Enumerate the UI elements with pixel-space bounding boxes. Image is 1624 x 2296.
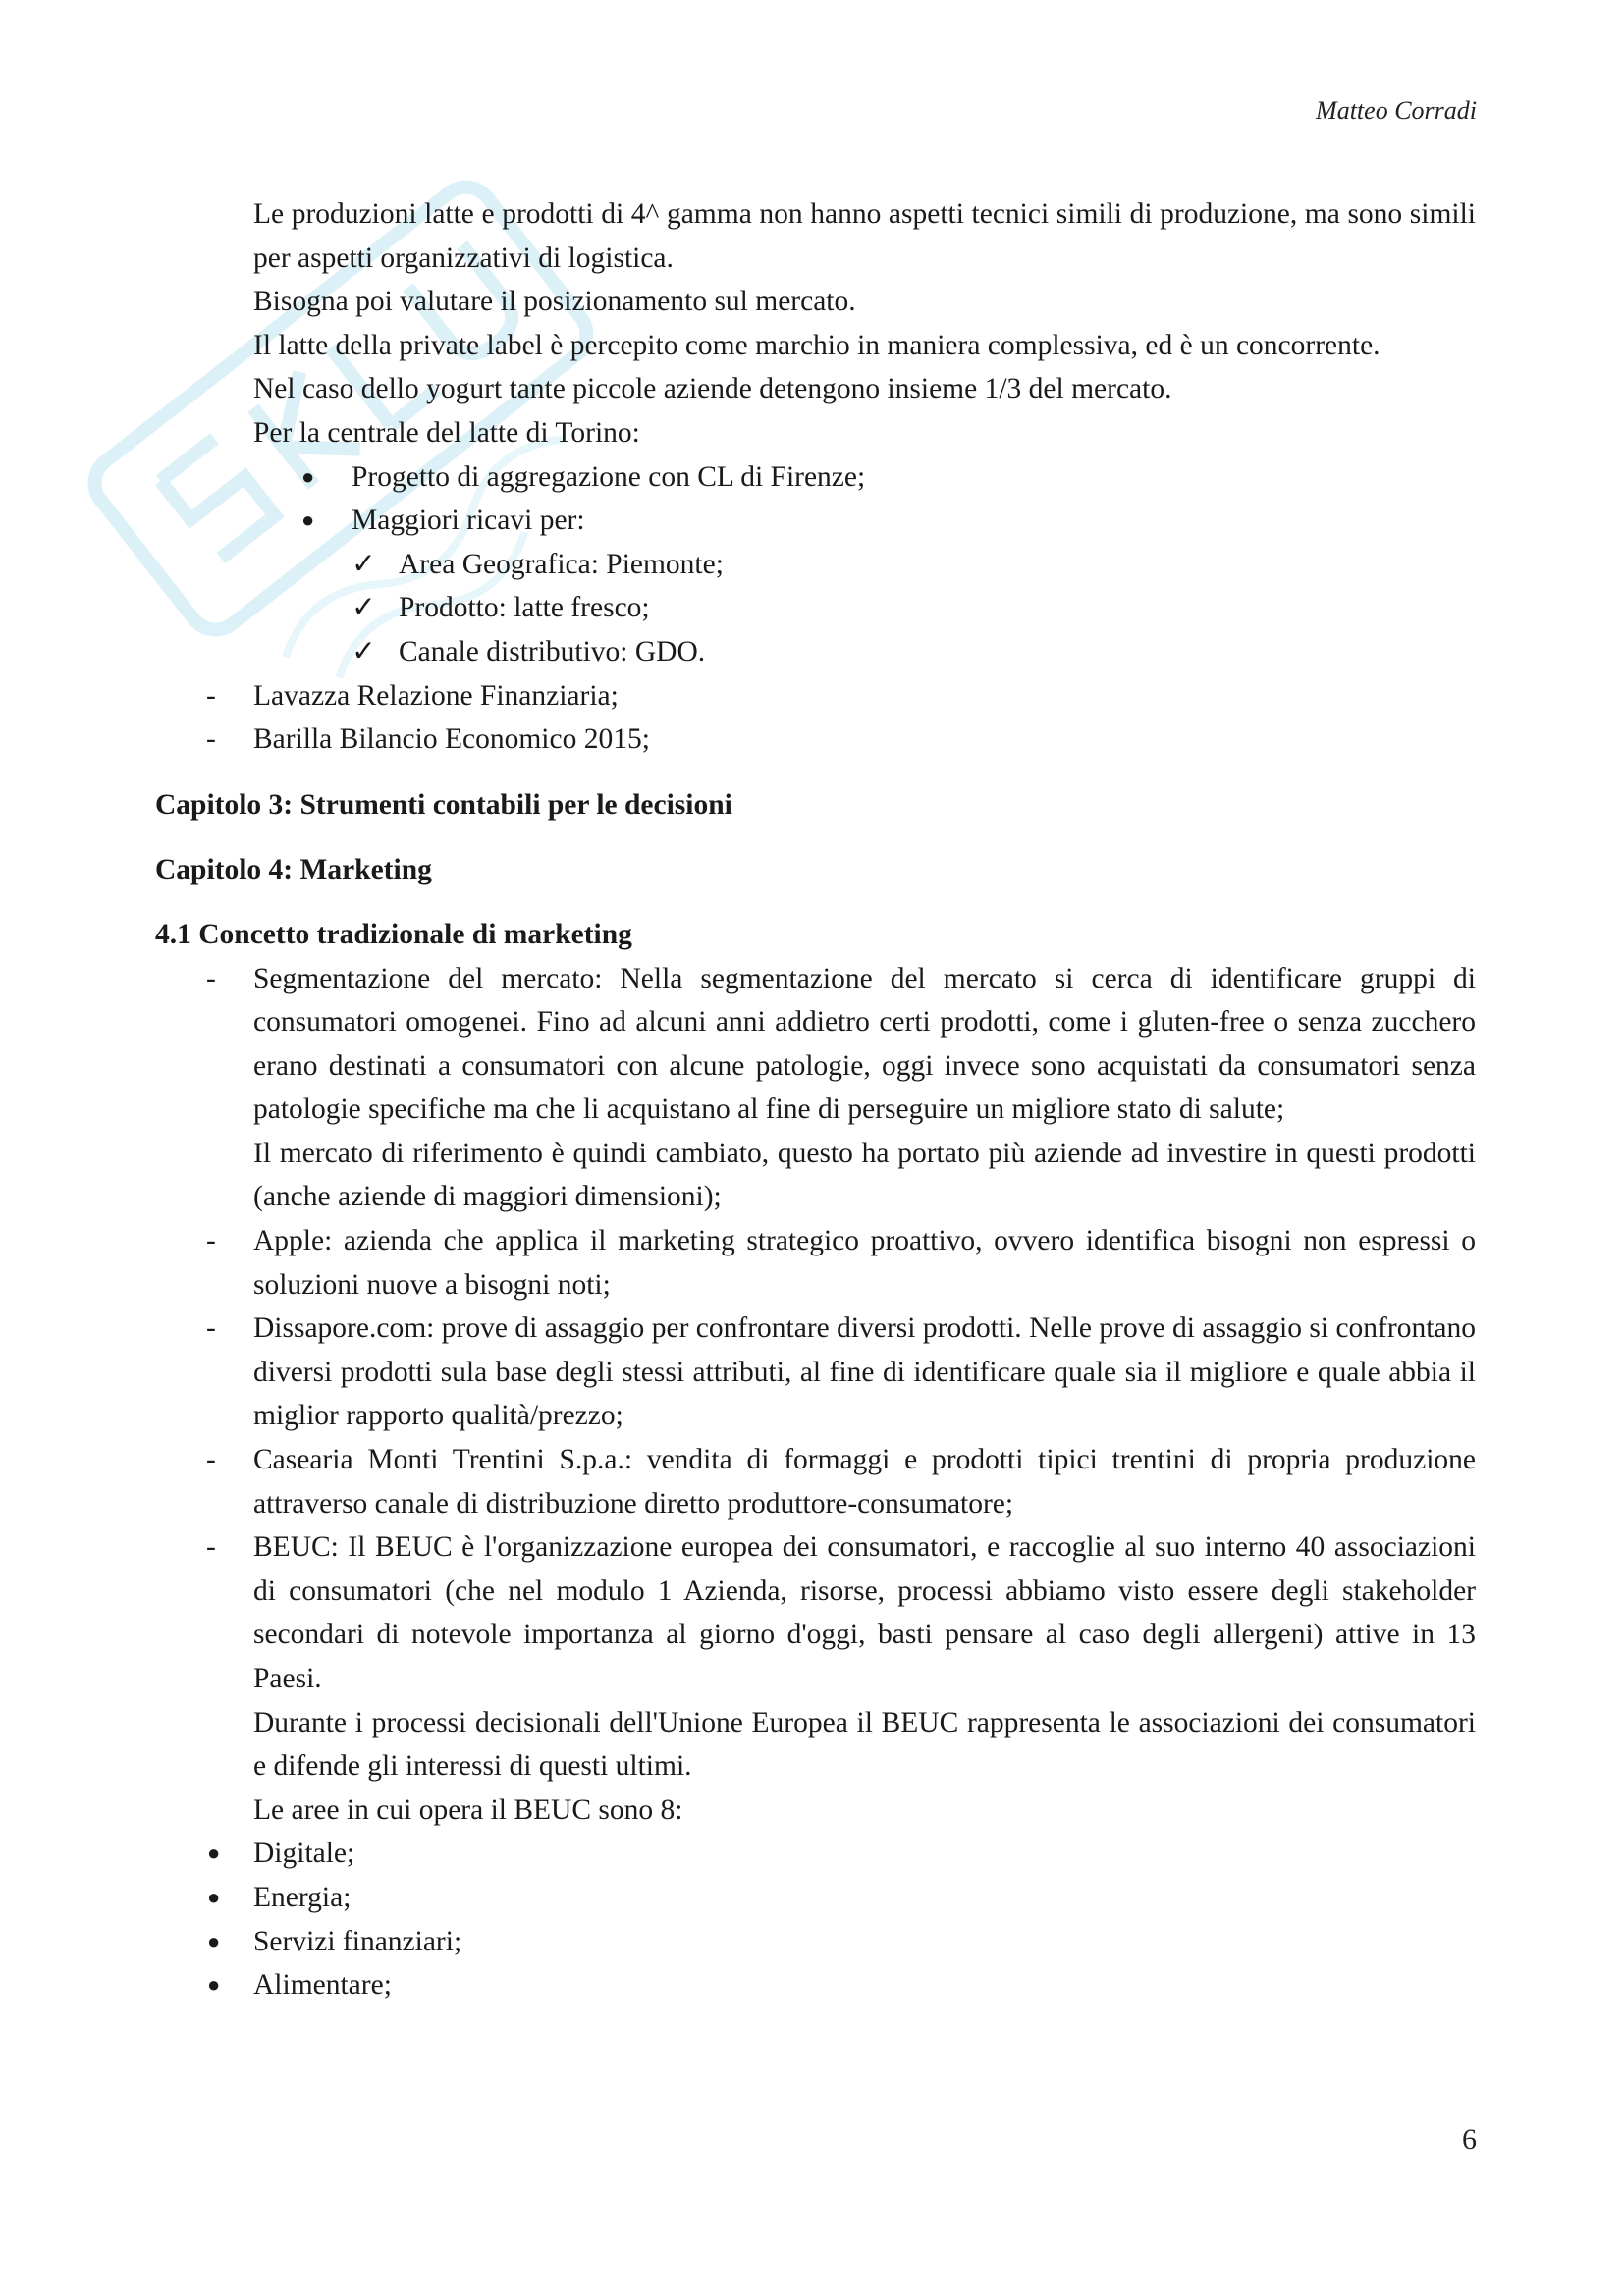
checkmark-icon: ✓ (352, 635, 376, 667)
list-item (155, 455, 1476, 500)
list-item-text: Digitale; (253, 1838, 355, 1870)
beuc-areas-list (155, 1832, 1476, 2006)
list-item (155, 1438, 1476, 1525)
list-item (155, 674, 1476, 719)
list-item (155, 1876, 1476, 1920)
list-item (155, 543, 1476, 587)
list-item-text: Area Geografica: Piemonte; (399, 548, 724, 580)
list-item (155, 1920, 1476, 1964)
list-item (155, 718, 1476, 762)
dash-marker: - (206, 723, 216, 756)
chapter-3-heading: Capitolo 3: Strumenti contabili per le decisioni (155, 788, 732, 821)
intro-paragraph-2: Bisogna poi valutare il posizionamento sul mercato. (253, 286, 856, 318)
dash-marker: - (206, 1444, 216, 1476)
list-item (155, 586, 1476, 630)
list-item (155, 1525, 1476, 1832)
bullet-icon: ● (301, 507, 315, 533)
dash-marker: - (206, 1531, 216, 1564)
page-content (155, 192, 1476, 2007)
chapter-4-heading: Capitolo 4: Marketing (155, 854, 432, 886)
list-item-text: Apple: azienda che applica il marketing strategico proattivo, ovvero identifica bisogni non espressi o soluzioni nuove a bisogni noti; (253, 1225, 1476, 1301)
list-item-text: Dissapore.com: prove di assaggio per confrontare diversi prodotti. Nelle prove di assaggio si confrontano diversi prodotti sula base degli stessi attributi, al fine di identificare quale sia il migliore e quale abbia il miglior rapporto qualità/prezzo; (253, 1312, 1476, 1432)
dash-marker: - (206, 1225, 216, 1257)
list-item-text: BEUC: Il BEUC è l'organizzazione europea dei consumatori, e raccoglie al suo interno 40 associazioni di consumatori (che nel modulo 1 Azienda, risorse, processi abbiamo visto essere degli stakeholder secondari di notevole importanza al giorno d'oggi, basti pensare al caso degli allergeni) attive in 13 Paesi. (253, 1531, 1476, 1694)
bullet-icon: ● (207, 1972, 221, 1998)
intro-paragraph-1: Le produzioni latte e prodotti di 4^ gamma non hanno aspetti tecnici simili di produzione, ma sono simili per aspetti organizzativi di logistica. (253, 198, 1476, 274)
bullet-icon: ● (207, 1841, 221, 1866)
list-item-continuation: Le aree in cui opera il BEUC sono 8: (253, 1793, 683, 1826)
section-4-1-heading: 4.1 Concetto tradizionale di marketing (155, 918, 632, 950)
list-item-text: Alimentare; (253, 1969, 392, 2002)
list-item (155, 1832, 1476, 1876)
list-item-continuation: Durante i processi decisionali dell'Unione Europea il BEUC rappresenta le associazioni dei consumatori e difende gli interessi di questi ultimi. (253, 1706, 1476, 1783)
header-author: Matteo Corradi (1316, 96, 1477, 125)
checkmark-icon: ✓ (352, 548, 376, 580)
list-item (155, 1219, 1476, 1307)
bullet-icon: ● (207, 1884, 221, 1909)
list-item-text: Canale distributivo: GDO. (399, 635, 706, 667)
list-item (155, 630, 1476, 674)
bullet-icon: ● (207, 1928, 221, 1953)
list-item (155, 957, 1476, 1220)
list-item-continuation: Il mercato di riferimento è quindi cambiato, questo ha portato più aziende ad investire in questi prodotti (anche aziende di maggiori dimensioni); (253, 1137, 1476, 1213)
dash-marker: - (206, 962, 216, 994)
torino-bullet-list (155, 455, 1476, 543)
bullet-icon: ● (301, 463, 315, 489)
list-item (155, 499, 1476, 543)
list-item (155, 1307, 1476, 1438)
ricavi-check-list (155, 543, 1476, 674)
list-item-text: Energia; (253, 1881, 352, 1913)
list-item-text: Segmentazione del mercato: Nella segmentazione del mercato si cerca di identificare gruppi di consumatori omogenei. Fino ad alcuni anni addietro certi prodotti, come i gluten-free o senza zucchero erano destinati a consumatori con alcune patologie, oggi invece sono acquistati da consumatori senza patologie specifiche ma che li acquistano al fine di perseguire un migliore stato di salute; (253, 962, 1476, 1126)
intro-paragraph-3: Il latte della private label è percepito come marchio in maniera complessiva, ed è un concorrente. (253, 329, 1380, 361)
checkmark-icon: ✓ (352, 592, 376, 624)
list-item-text: Servizi finanziari; (253, 1925, 462, 1957)
list-item-text: Maggiori ricavi per: (352, 505, 585, 537)
list-item-text: Prodotto: latte fresco; (399, 592, 650, 624)
list-item-text: Lavazza Relazione Finanziaria; (253, 679, 619, 712)
list-item-text: Progetto di aggregazione con CL di Firenze; (352, 460, 866, 493)
dash-marker: - (206, 679, 216, 712)
page-number: 6 (1462, 2123, 1477, 2156)
dash-marker: - (206, 1312, 216, 1345)
list-item-text: Barilla Bilancio Economico 2015; (253, 723, 650, 756)
list-item-text: Casearia Monti Trentini S.p.a.: vendita di formaggi e prodotti tipici trentini di propria produzione attraverso canale di distribuzione diretto produttore-consumatore; (253, 1444, 1476, 1520)
reports-dash-list (155, 674, 1476, 762)
list-item (155, 1963, 1476, 2007)
intro-paragraph-4: Nel caso dello yogurt tante piccole aziende detengono insieme 1/3 del mercato. (253, 373, 1172, 405)
marketing-dash-list (155, 957, 1476, 1833)
intro-paragraph-5: Per la centrale del latte di Torino: (253, 416, 640, 449)
